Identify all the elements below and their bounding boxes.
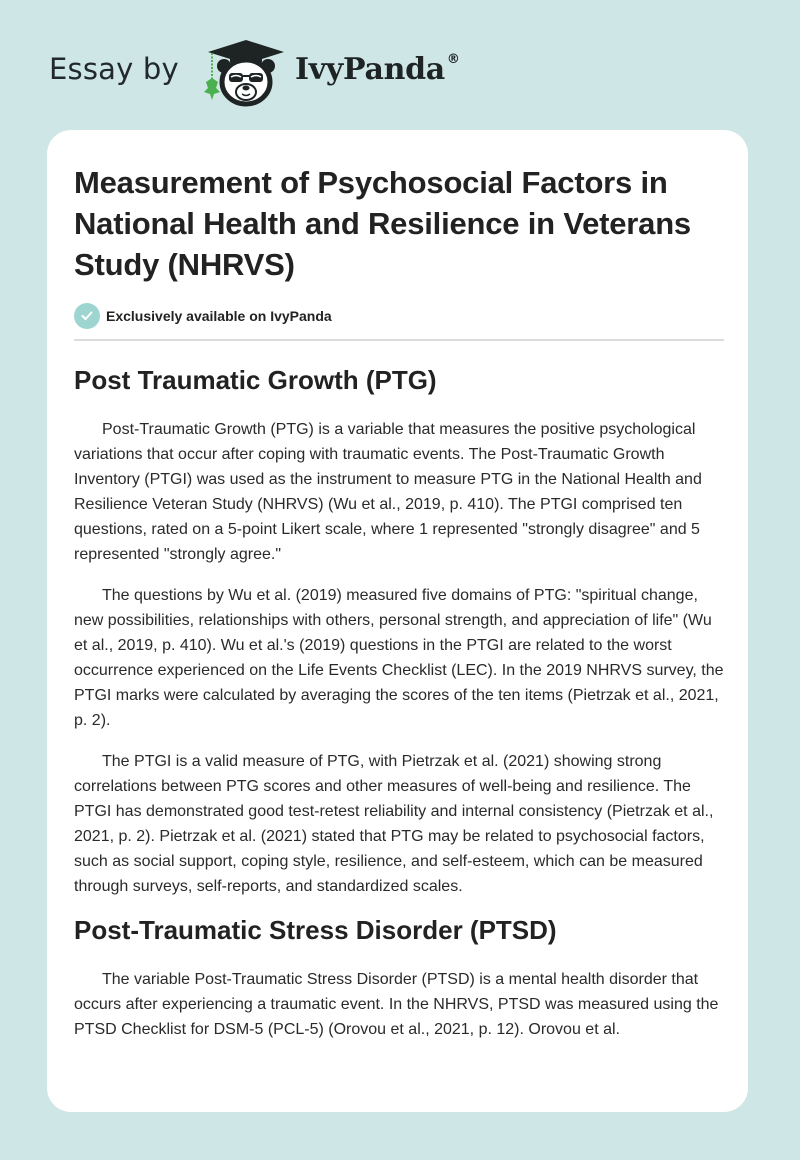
paragraph: The PTGI is a valid measure of PTG, with Pietrzak et al. (2021) showing strong correlations between PTG scores and other measures of well-being and resilience. The PTGI has demonstrated good test-retest reliability and internal consistency (Pietrzak et al., 2021, p. 2). Pietrzak et al. (2021) stated that PTG may be related to psychosocial factors, such as social support, coping style, resilience, and self-esteem, which can be measured through surveys, self-reports, and standardized scales. bbox=[74, 753, 714, 895]
paragraph: The questions by Wu et al. (2019) measured five domains of PTG: "spiritual change, new possibilities, relationships with others, personal strength, and appreciation of life" (Wu et al., 2019, p. 410). Wu et al.'s (2019) questions in the PTGI are related to the worst occurrence experienced on the Life Events Checklist (LEC). In the 2019 NHRVS survey, the PTGI marks were calculated by averaging the scores of the ten items (Pietrzak et al., 2021, p. 2). bbox=[74, 587, 724, 729]
brand-name-text: IvyPanda bbox=[295, 52, 445, 87]
brand-prefix: Essay by bbox=[49, 52, 179, 86]
essay-content bbox=[74, 162, 724, 1042]
divider bbox=[74, 339, 724, 341]
site-header bbox=[0, 0, 800, 120]
section-heading-ptsd: Post-Traumatic Stress Disorder (PTSD) bbox=[74, 915, 557, 945]
paragraph: The variable Post-Traumatic Stress Disorder (PTSD) is a mental health disorder that occurs after experiencing a traumatic event. In the NHRVS, PTSD was measured using the PTSD Checklist for DSM-5 (PCL-5) (Orovou et al., 2021, p. 12). Orovou et al. bbox=[74, 971, 719, 1038]
check-circle-icon bbox=[74, 303, 100, 329]
panda-graduate-logo-icon[interactable] bbox=[200, 36, 292, 108]
section-heading-ptg: Post Traumatic Growth (PTG) bbox=[74, 365, 437, 395]
essay-card bbox=[47, 130, 748, 1112]
exclusive-badge bbox=[74, 303, 724, 329]
exclusive-text: Exclusively available on IvyPanda bbox=[106, 308, 332, 324]
registered-mark: ® bbox=[446, 52, 460, 67]
brand-name[interactable] bbox=[295, 52, 460, 87]
paragraph: Post-Traumatic Growth (PTG) is a variable that measures the positive psychological variations that occur after coping with traumatic events. The Post-Traumatic Growth Inventory (PTGI) was used as the instrument to measure PTG in the National Health and Resilience Veteran Study (NHRVS) (Wu et al., 2019, p. 410). The PTGI comprised ten questions, rated on a 5-point Likert scale, where 1 represented "strongly disagree" and 5 represented "strongly agree." bbox=[74, 421, 702, 563]
page-title: Measurement of Psychosocial Factors in National Health and Resilience in Veterans Study (NHRVS) bbox=[74, 165, 691, 282]
